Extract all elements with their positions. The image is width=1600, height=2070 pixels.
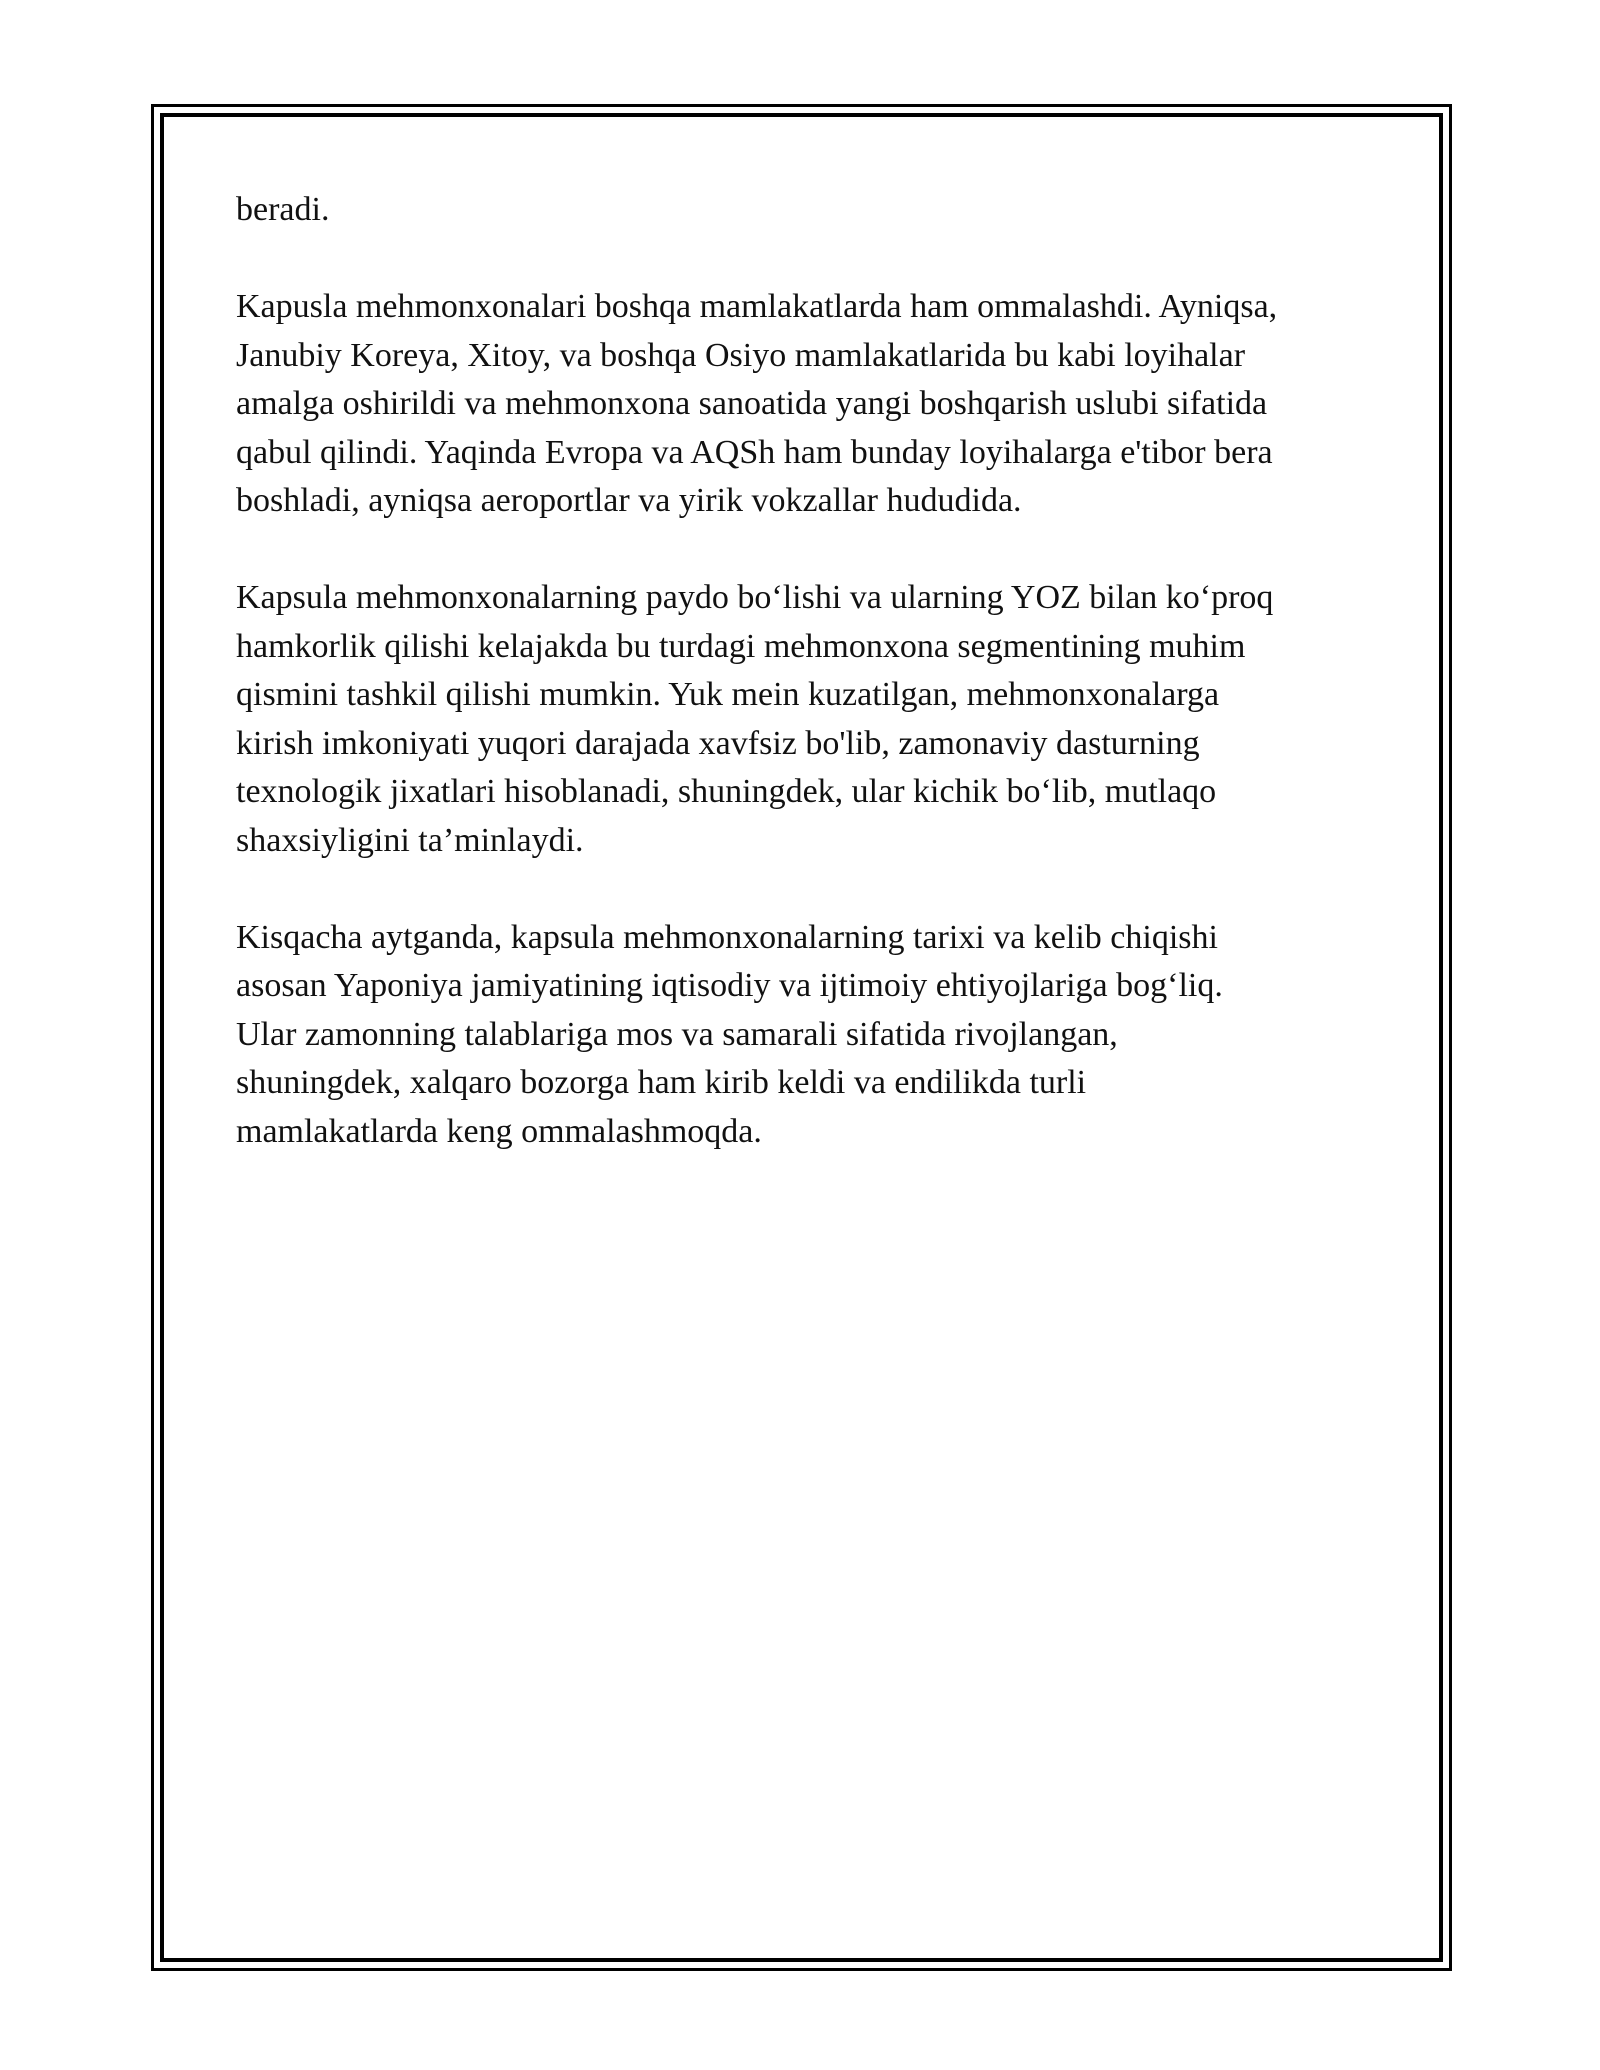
text-line: Ular zamonning talablariga mos va samarali sifatida rivojlangan,	[236, 1015, 1118, 1053]
text-line: shuningdek, xalqaro bozorga ham kirib keldi va endilikda turli	[236, 1064, 1087, 1101]
text-line: beradi.	[236, 191, 330, 228]
paragraph-2	[236, 283, 1376, 526]
text-line: hamkorlik qilishi kelajakda bu turdagi mehmonxona segmentining muhim	[236, 627, 1246, 665]
paragraph-1	[236, 186, 1376, 235]
text-line: mamlakatlarda keng ommalashmoqda.	[236, 1112, 762, 1150]
text-line: Janubiy Koreya, Xitoy, va boshqa Osiyo mamlakatlarida bu kabi loyihalar	[236, 336, 1246, 374]
paragraph-3	[236, 574, 1376, 865]
text-line: Kisqacha aytganda, kapsula mehmonxonalarning tarixi va kelib chiqishi	[236, 918, 1218, 956]
text-line: qabul qilindi. Yaqinda Evropa va AQSh ham bunday loyihalarga e'tibor bera	[236, 433, 1273, 471]
document-body	[236, 186, 1376, 1205]
text-line: Kapusla mehmonxonalari boshqa mamlakatlarda ham ommalashdi. Ayniqsa,	[236, 288, 1278, 325]
text-line: boshladi, ayniqsa aeroportlar va yirik vokzallar hududida.	[236, 482, 1022, 519]
text-line: shaxsiyligini ta’minlaydi.	[236, 821, 584, 859]
text-line: texnologik jixatlari hisoblanadi, shuningdek, ular kichik bo‘lib, mutlaqo	[236, 773, 1217, 810]
text-line: Kapsula mehmonxonalarning paydo bo‘lishi va ularning YOZ bilan ko‘proq	[236, 579, 1274, 616]
text-line: kirish imkoniyati yuqori darajada xavfsiz bo'lib, zamonaviy dasturning	[236, 724, 1200, 762]
text-line: qismini tashkil qilishi mumkin. Yuk mein kuzatilgan, mehmonxonalarga	[236, 676, 1220, 713]
text-line: asosan Yaponiya jamiyatining iqtisodiy va ijtimoiy ehtiyojlariga bog‘liq.	[236, 967, 1223, 1004]
paragraph-4	[236, 914, 1376, 1157]
text-line: amalga oshirildi va mehmonxona sanoatida yangi boshqarish uslubi sifatida	[236, 385, 1268, 422]
